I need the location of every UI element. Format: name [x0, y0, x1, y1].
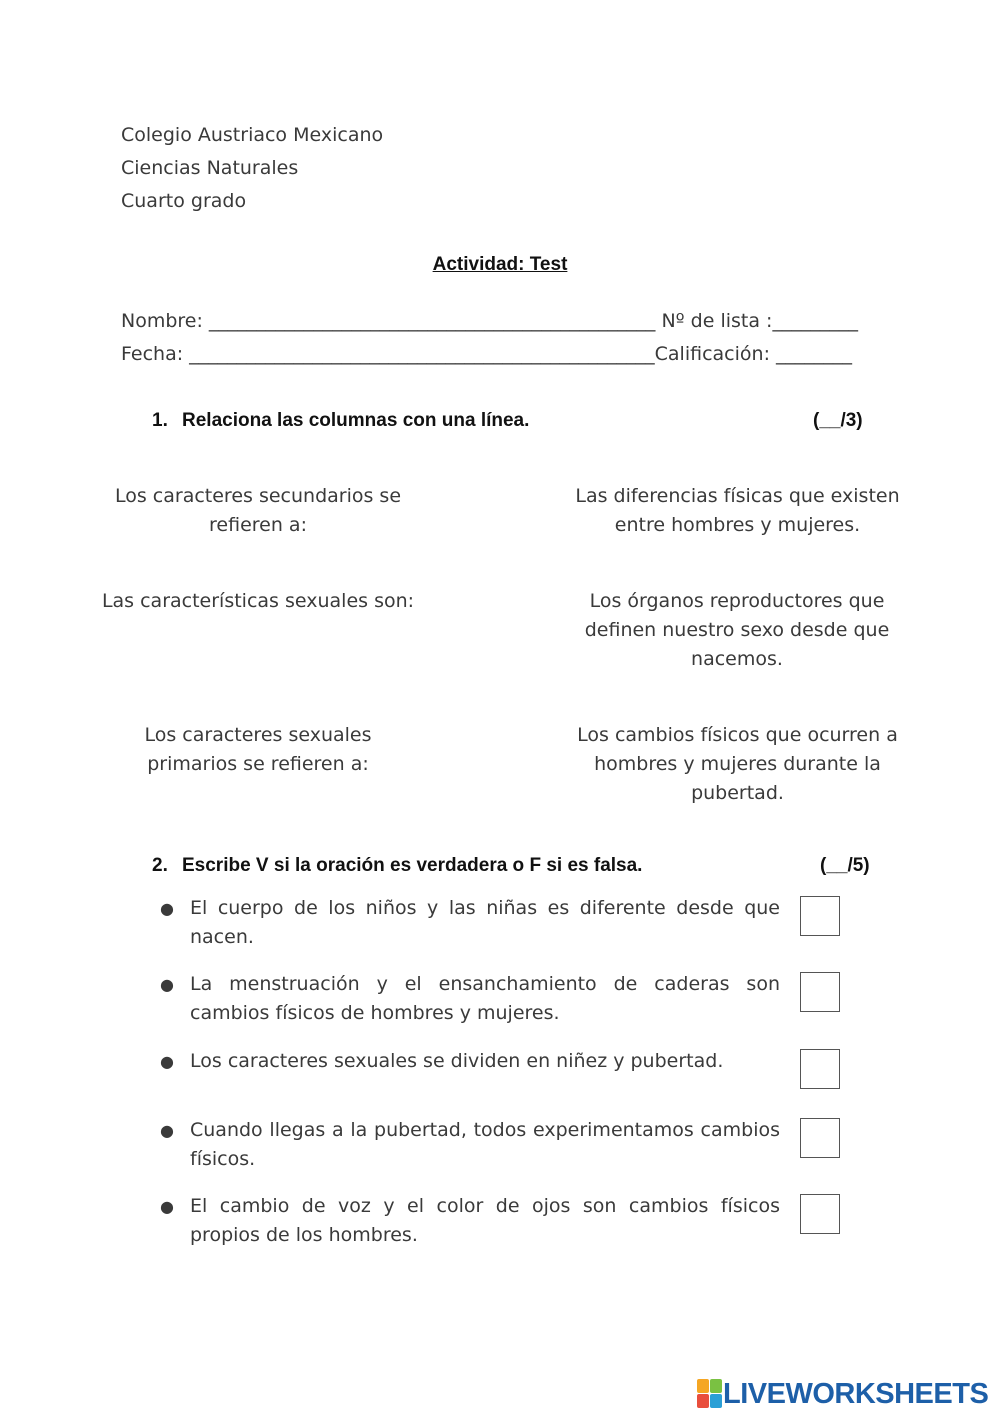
- match-right-3[interactable]: Los cambios físicos que ocurren a hombres y mujeres durante la pubertad.: [577, 724, 898, 804]
- bullet-icon: ●: [160, 899, 174, 918]
- grade-name: Cuarto grado: [121, 190, 247, 212]
- question-2-score: (__/5): [820, 855, 870, 876]
- bullet-icon: ●: [160, 1052, 174, 1071]
- logo-tile-1: [697, 1379, 709, 1393]
- logo-tile-2: [710, 1379, 722, 1393]
- logo-tile-3: [697, 1394, 709, 1408]
- tf-item-5-text: El cambio de voz y el color de ojos son cambios físicos propios de los hombres.: [190, 1195, 780, 1246]
- bullet-icon: ●: [160, 1121, 174, 1140]
- question-2-text: Escribe V si la oración es verdadera o F si es falsa.: [182, 855, 643, 876]
- tf-answer-box-3[interactable]: [800, 1049, 840, 1089]
- tf-item-5: [160, 1192, 780, 1250]
- name-field-line[interactable]: Nombre: _______________________________________________ Nº de lista :_________: [121, 310, 858, 332]
- tf-item-2: [160, 970, 780, 1028]
- tf-item-4-text: Cuando llegas a la pubertad, todos experimentamos cambios físicos.: [190, 1119, 780, 1170]
- bullet-icon: ●: [160, 975, 174, 994]
- tf-item-4: [160, 1116, 780, 1174]
- logo-wordmark: LIVEWORKSHEETS: [723, 1378, 989, 1410]
- question-1-text: Relaciona las columnas con una línea.: [182, 410, 530, 431]
- tf-item-1: [160, 894, 780, 952]
- match-right-2[interactable]: Los órganos reproductores que definen nuestro sexo desde que nacemos.: [584, 590, 890, 670]
- tf-answer-box-1[interactable]: [800, 896, 840, 936]
- question-2-heading: [152, 855, 642, 877]
- question-2-number: 2.: [152, 855, 168, 876]
- activity-title: Actividad: Test: [432, 254, 568, 275]
- bullet-icon: ●: [160, 1197, 174, 1216]
- date-field-line[interactable]: Fecha: _________________________________________________Calificación: ________: [121, 343, 853, 365]
- tf-answer-box-5[interactable]: [800, 1194, 840, 1234]
- match-right-1[interactable]: Las diferencias físicas que existen entre hombres y mujeres.: [575, 485, 900, 536]
- question-1-heading: [152, 410, 529, 432]
- question-1-score: (__/3): [813, 410, 863, 431]
- tf-item-2-text: La menstruación y el ensanchamiento de caderas son cambios físicos de hombres y mujeres.: [190, 973, 780, 1024]
- match-left-2[interactable]: Las características sexuales son:: [101, 590, 415, 612]
- school-name: Colegio Austriaco Mexicano: [121, 124, 384, 146]
- liveworksheets-logo: [697, 1378, 988, 1410]
- tf-answer-box-4[interactable]: [800, 1118, 840, 1158]
- tf-item-1-text: El cuerpo de los niños y las niñas es diferente desde que nacen.: [190, 897, 780, 948]
- match-left-3[interactable]: Los caracteres sexuales primarios se refieren a:: [144, 724, 372, 775]
- match-left-1[interactable]: Los caracteres secundarios se refieren a:: [114, 485, 402, 536]
- logo-tile-4: [710, 1394, 722, 1408]
- tf-answer-box-2[interactable]: [800, 972, 840, 1012]
- question-1-number: 1.: [152, 410, 168, 431]
- tf-item-3: [160, 1047, 780, 1076]
- subject-name: Ciencias Naturales: [121, 157, 299, 179]
- tf-item-3-text: Los caracteres sexuales se dividen en niñez y pubertad.: [190, 1050, 724, 1072]
- liveworksheets-logo-icon: [697, 1379, 723, 1409]
